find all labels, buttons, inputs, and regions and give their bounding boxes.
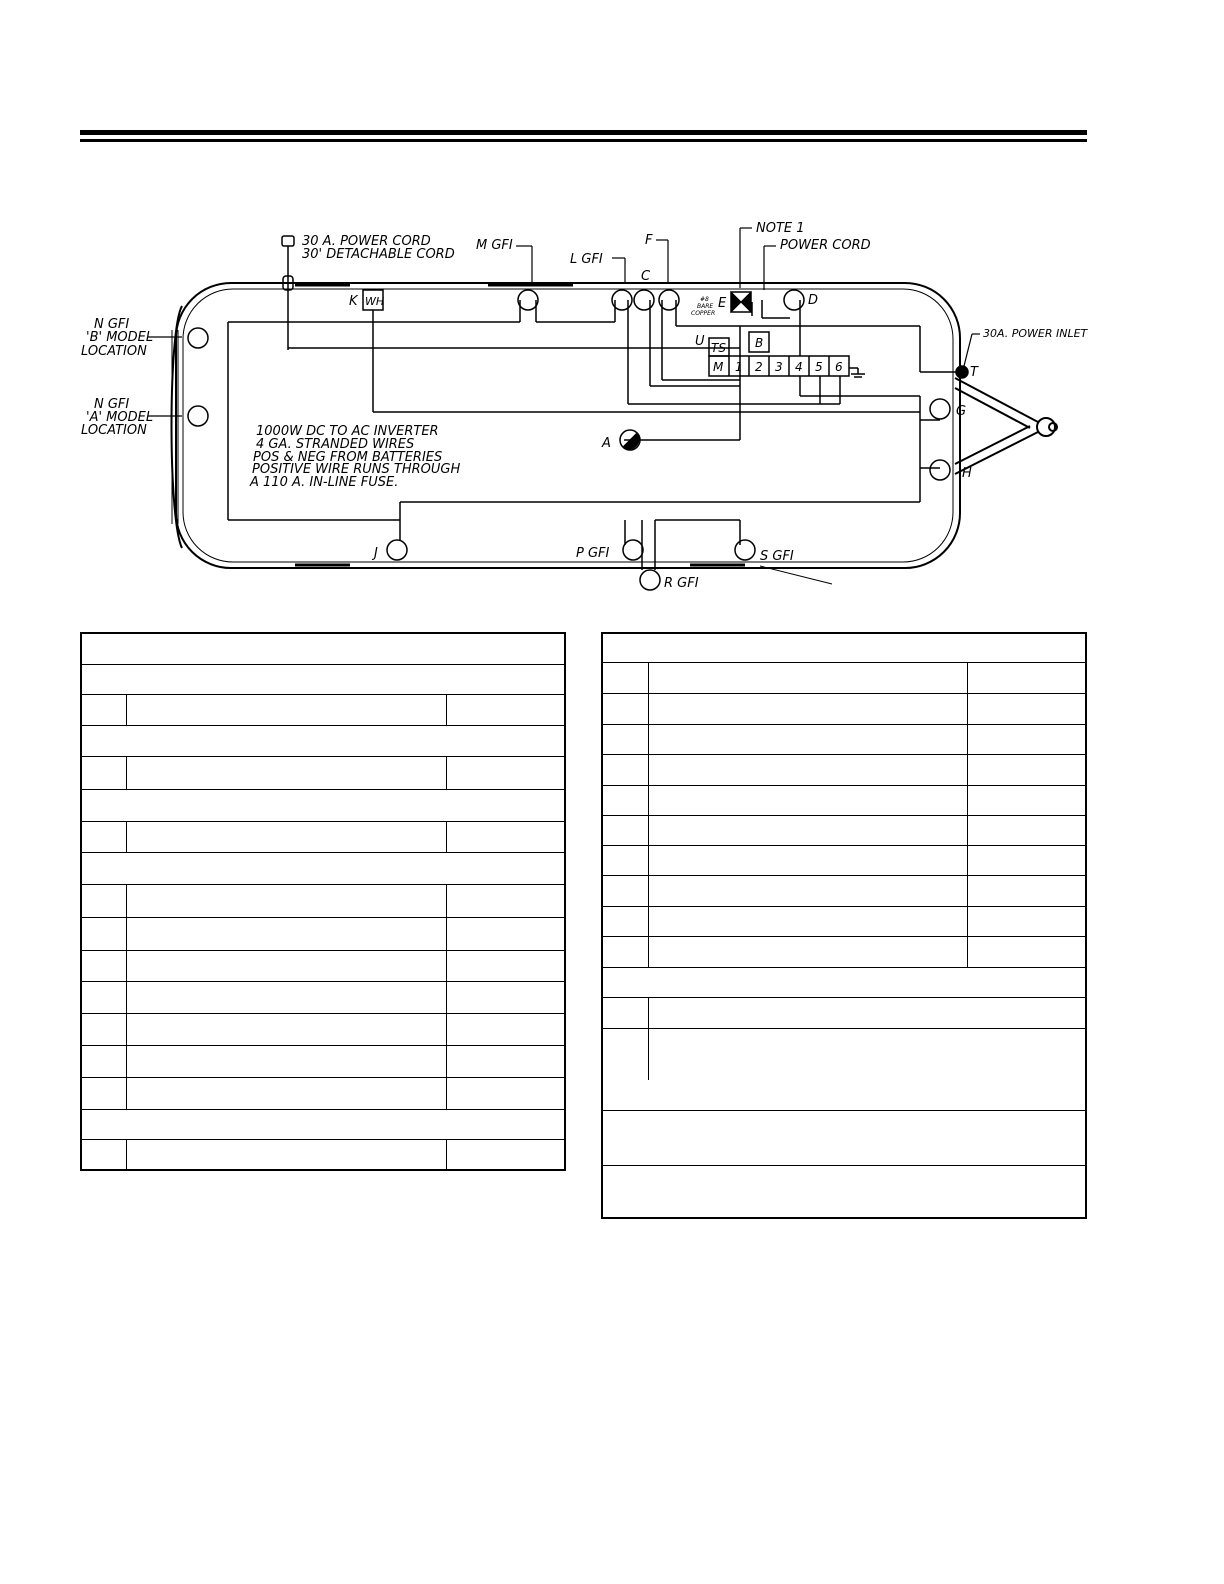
label-t: T [970,365,978,380]
table-row [603,967,1085,997]
right-component-table [601,632,1087,1219]
trailer-wiring-diagram [0,0,1224,620]
table-row [82,1139,564,1171]
table-row [603,845,1085,875]
label-inverter-5: A 110 A. IN-LINE FUSE. [250,475,399,490]
ground-symbol [849,368,865,377]
outlet-h [930,460,950,480]
label-l-gfi: L GFI [570,252,603,267]
label-p-gfi: P GFI [576,546,610,561]
table-row [82,981,564,1013]
table-row [603,693,1085,724]
table-row [603,875,1085,906]
label-m-gfi: M GFI [476,238,513,253]
table-row [603,785,1085,815]
table-row [603,1110,1085,1165]
label-u: U [695,334,705,349]
label-g: G [956,404,967,419]
table-row [603,997,1085,1028]
label-terminal-1: 1 [735,360,743,374]
label-power-cord-30a: 30 A. POWER CORD [302,234,431,249]
label-r-gfi: R GFI [664,576,699,591]
label-n-gfi-b-2: 'B' MODEL [86,330,154,345]
table-row [603,936,1085,967]
outlet-s [735,540,755,560]
table-row [82,1077,564,1109]
label-terminal-5: 5 [815,360,823,374]
label-c: C [641,269,651,284]
label-n-gfi-b-1: N GFI [94,317,130,332]
label-b: B [755,336,764,350]
label-s-gfi: S GFI [760,549,794,564]
table-row [82,1109,564,1139]
table-row [82,789,564,821]
table-row [603,1165,1085,1219]
table-row [82,852,564,884]
table-row [82,917,564,950]
label-inverter-3: POS & NEG FROM BATTERIES [253,450,443,465]
table-row [82,1045,564,1077]
wiring-runs [228,262,958,570]
outlet-r [640,570,660,590]
outlet-g [930,399,950,419]
outlet-n-a [188,406,208,426]
table-row [603,815,1085,845]
label-power-inlet: 30A. POWER INLET [983,327,1088,340]
outlet-t [956,366,968,378]
table-row [603,906,1085,936]
table-row [603,724,1085,754]
label-terminal-4: 4 [795,360,803,374]
label-n-gfi-a-3: LOCATION [81,423,147,438]
outlet-d [784,290,804,310]
label-terminal-2: 2 [755,360,763,374]
label-e: E [718,296,727,311]
label-inverter-4: POSITIVE WIRE RUNS THROUGH [252,462,461,477]
label-note-1: NOTE 1 [756,221,805,236]
table-row [82,664,564,694]
table-row [603,1028,1085,1080]
label-a: A [602,436,611,451]
label-m: M [713,360,724,374]
label-bare-copper-1: #8 [700,296,709,303]
table-row [603,662,1085,693]
table-row [82,1013,564,1045]
label-n-gfi-a-2: 'A' MODEL [86,410,154,425]
label-n-gfi-a-1: N GFI [94,397,130,412]
label-inverter-1: 1000W DC TO AC INVERTER [256,424,439,439]
label-inverter-2: 4 GA. STRANDED WIRES [256,437,415,452]
table-row [82,756,564,789]
label-bare-copper-2: BARE [697,303,714,310]
label-detachable-cord: 30' DETACHABLE CORD [302,247,455,262]
outlet-p [623,540,643,560]
outlet-j [387,540,407,560]
label-terminal-6: 6 [835,360,843,374]
label-h: H [962,466,972,481]
table-row [82,950,564,981]
outlet-c1 [634,290,654,310]
label-bare-copper-3: COPPER [691,310,716,317]
label-f: F [645,233,653,248]
outlet-m [518,290,538,310]
label-terminal-3: 3 [775,360,783,374]
table-row [82,884,564,917]
table-row [82,694,564,725]
label-ts: TS [711,341,726,355]
table-row [82,725,564,756]
table-row [603,754,1085,785]
label-d: D [808,293,819,308]
table-row [82,821,564,852]
left-component-table [80,632,566,1171]
label-n-gfi-b-3: LOCATION [81,344,147,359]
label-k: K [349,294,358,309]
label-wh: WH [365,295,385,308]
hitch-tongue [955,378,1057,474]
label-j: J [374,546,378,561]
outlet-n-b [188,328,208,348]
label-power-cord: POWER CORD [780,238,871,253]
